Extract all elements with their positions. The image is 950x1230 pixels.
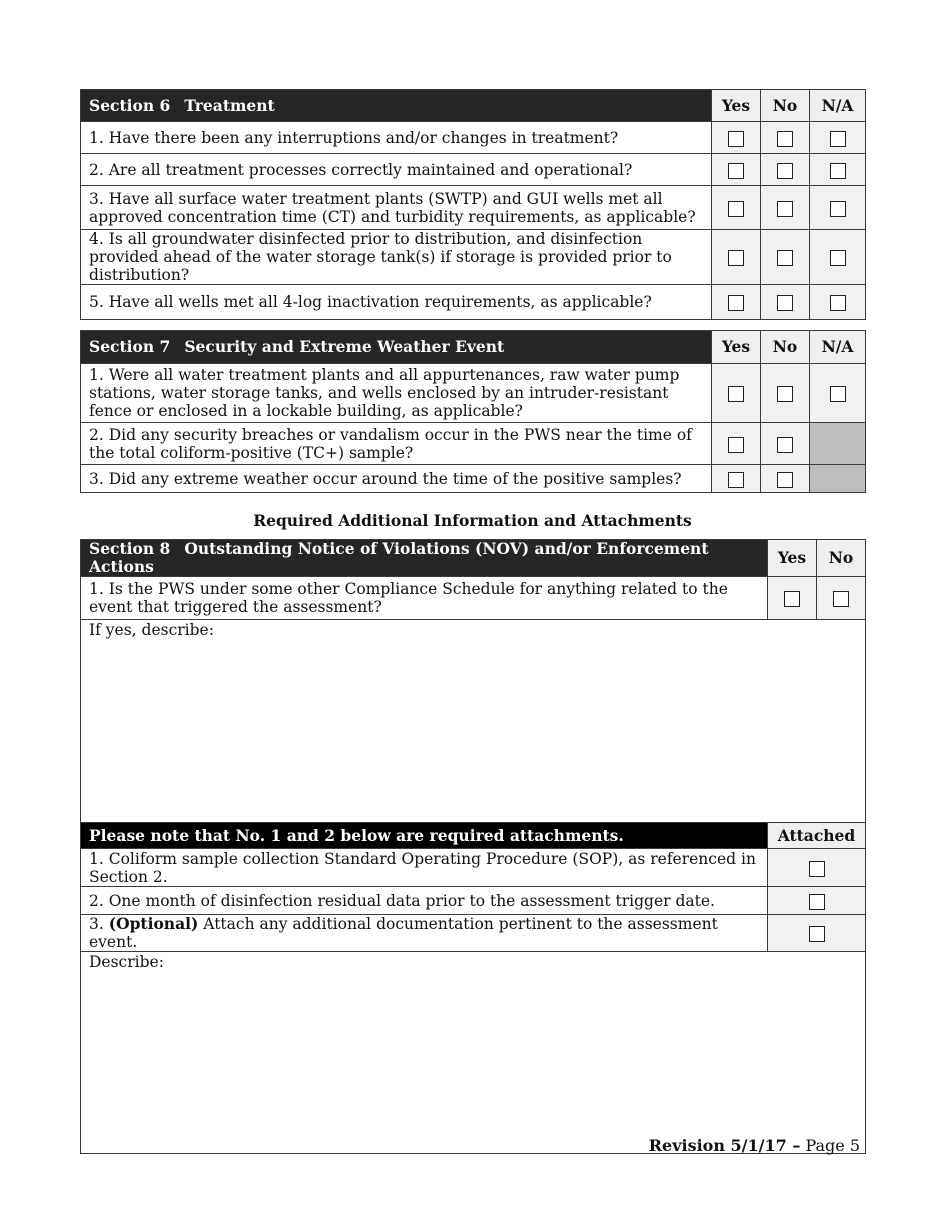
page-number: Page 5 [805, 1136, 860, 1155]
question-text: 2. Are all treatment processes correctly maintained and operational? [81, 154, 712, 186]
no-checkbox[interactable] [777, 386, 793, 402]
section-8-title: Outstanding Notice of Violations (NOV) and/or Enforcement Actions [89, 539, 709, 576]
yes-checkbox[interactable] [728, 386, 744, 402]
yes-checkbox[interactable] [728, 437, 744, 453]
attachment-number: 3. [89, 915, 104, 933]
question-text: 1. Have there been any interruptions and/or changes in treatment? [81, 122, 712, 154]
no-checkbox[interactable] [777, 472, 793, 488]
question-text: 1. Were all water treatment plants and all appurtenances, raw water pump stations, water storage tanks, and wells enclosed by an intruder-resistant fence or enclosed in a lockable building, as applicable? [81, 364, 712, 423]
col-yes-header: Yes [712, 331, 761, 364]
yes-checkbox[interactable] [728, 472, 744, 488]
attachment-row [81, 915, 866, 952]
section-8-label: Section 8 [89, 539, 171, 558]
question-row [81, 186, 866, 230]
no-checkbox[interactable] [777, 250, 793, 266]
section-7-header [81, 331, 712, 364]
col-na-header: N/A [810, 331, 866, 364]
attachment-description: Attach any additional documentation pertinent to the assessment event. [89, 915, 718, 951]
question-row [81, 465, 866, 493]
if-yes-describe-label: If yes, describe: [89, 621, 214, 639]
question-text: 3. Did any extreme weather occur around the time of the positive samples? [81, 465, 712, 493]
na-checkbox[interactable] [830, 250, 846, 266]
attachment-row [81, 849, 866, 887]
question-text: 4. Is all groundwater disinfected prior to distribution, and disinfection provided ahead of the water storage tank(s) if storage is provided prior to distribution? [81, 230, 712, 285]
question-row [81, 154, 866, 186]
section-6-title: Treatment [184, 95, 275, 115]
revision-label: Revision 5/1/17 – [648, 1136, 801, 1155]
attached-checkbox[interactable] [809, 926, 825, 942]
section-6-header [81, 90, 712, 122]
if-yes-describe-field[interactable] [81, 620, 866, 823]
na-disabled-cell [810, 465, 866, 493]
section-8-header [81, 540, 768, 577]
col-no-header: No [761, 90, 810, 122]
no-checkbox[interactable] [777, 163, 793, 179]
attachment-row [81, 887, 866, 915]
question-row [81, 230, 866, 285]
attachments-note-header: Please note that No. 1 and 2 below are required attachments. [81, 823, 768, 849]
attached-checkbox[interactable] [809, 861, 825, 877]
question-row [81, 122, 866, 154]
question-row [81, 577, 866, 620]
section-6-label: Section 6 [89, 95, 171, 115]
no-checkbox[interactable] [777, 295, 793, 311]
page-footer [649, 1136, 860, 1155]
no-checkbox[interactable] [777, 131, 793, 147]
na-disabled-cell [810, 423, 866, 465]
question-text: 1. Is the PWS under some other Compliance Schedule for anything related to the event that triggered the assessment? [81, 577, 768, 620]
yes-checkbox[interactable] [728, 201, 744, 217]
na-checkbox[interactable] [830, 201, 846, 217]
yes-checkbox[interactable] [728, 163, 744, 179]
section-6-table [80, 89, 866, 320]
section-7-table [80, 330, 866, 493]
col-no-header: No [817, 540, 866, 577]
no-checkbox[interactable] [777, 201, 793, 217]
attached-checkbox[interactable] [809, 894, 825, 910]
attachment-text: 1. Coliform sample collection Standard Operating Procedure (SOP), as referenced in Section 2. [81, 849, 768, 887]
no-checkbox[interactable] [833, 591, 849, 607]
col-na-header: N/A [810, 90, 866, 122]
describe-field[interactable] [81, 952, 866, 1154]
question-row [81, 364, 866, 423]
na-checkbox[interactable] [830, 163, 846, 179]
section-7-label: Section 7 [89, 337, 171, 356]
col-yes-header: Yes [712, 90, 761, 122]
yes-checkbox[interactable] [728, 295, 744, 311]
attachment-text: 2. One month of disinfection residual data prior to the assessment trigger date. [81, 887, 768, 915]
question-text: 3. Have all surface water treatment plants (SWTP) and GUI wells met all approved concentration time (CT) and turbidity requirements, as applicable? [81, 186, 712, 230]
na-checkbox[interactable] [830, 295, 846, 311]
question-text: 5. Have all wells met all 4-log inactivation requirements, as applicable? [81, 285, 712, 320]
col-no-header: No [761, 331, 810, 364]
yes-checkbox[interactable] [784, 591, 800, 607]
col-yes-header: Yes [768, 540, 817, 577]
na-checkbox[interactable] [830, 131, 846, 147]
na-checkbox[interactable] [830, 386, 846, 402]
no-checkbox[interactable] [777, 437, 793, 453]
question-row [81, 423, 866, 465]
optional-label: (Optional) [108, 914, 199, 933]
yes-checkbox[interactable] [728, 250, 744, 266]
attachments-heading: Required Additional Information and Attachments [253, 511, 692, 530]
col-attached-header: Attached [768, 823, 866, 849]
section-8-table [80, 539, 866, 1154]
describe-label: Describe: [89, 953, 164, 971]
attachment-text [81, 915, 768, 952]
yes-checkbox[interactable] [728, 131, 744, 147]
question-row [81, 285, 866, 320]
section-7-title: Security and Extreme Weather Event [184, 337, 505, 356]
question-text: 2. Did any security breaches or vandalism occur in the PWS near the time of the total coliform-positive (TC+) sample? [81, 423, 712, 465]
